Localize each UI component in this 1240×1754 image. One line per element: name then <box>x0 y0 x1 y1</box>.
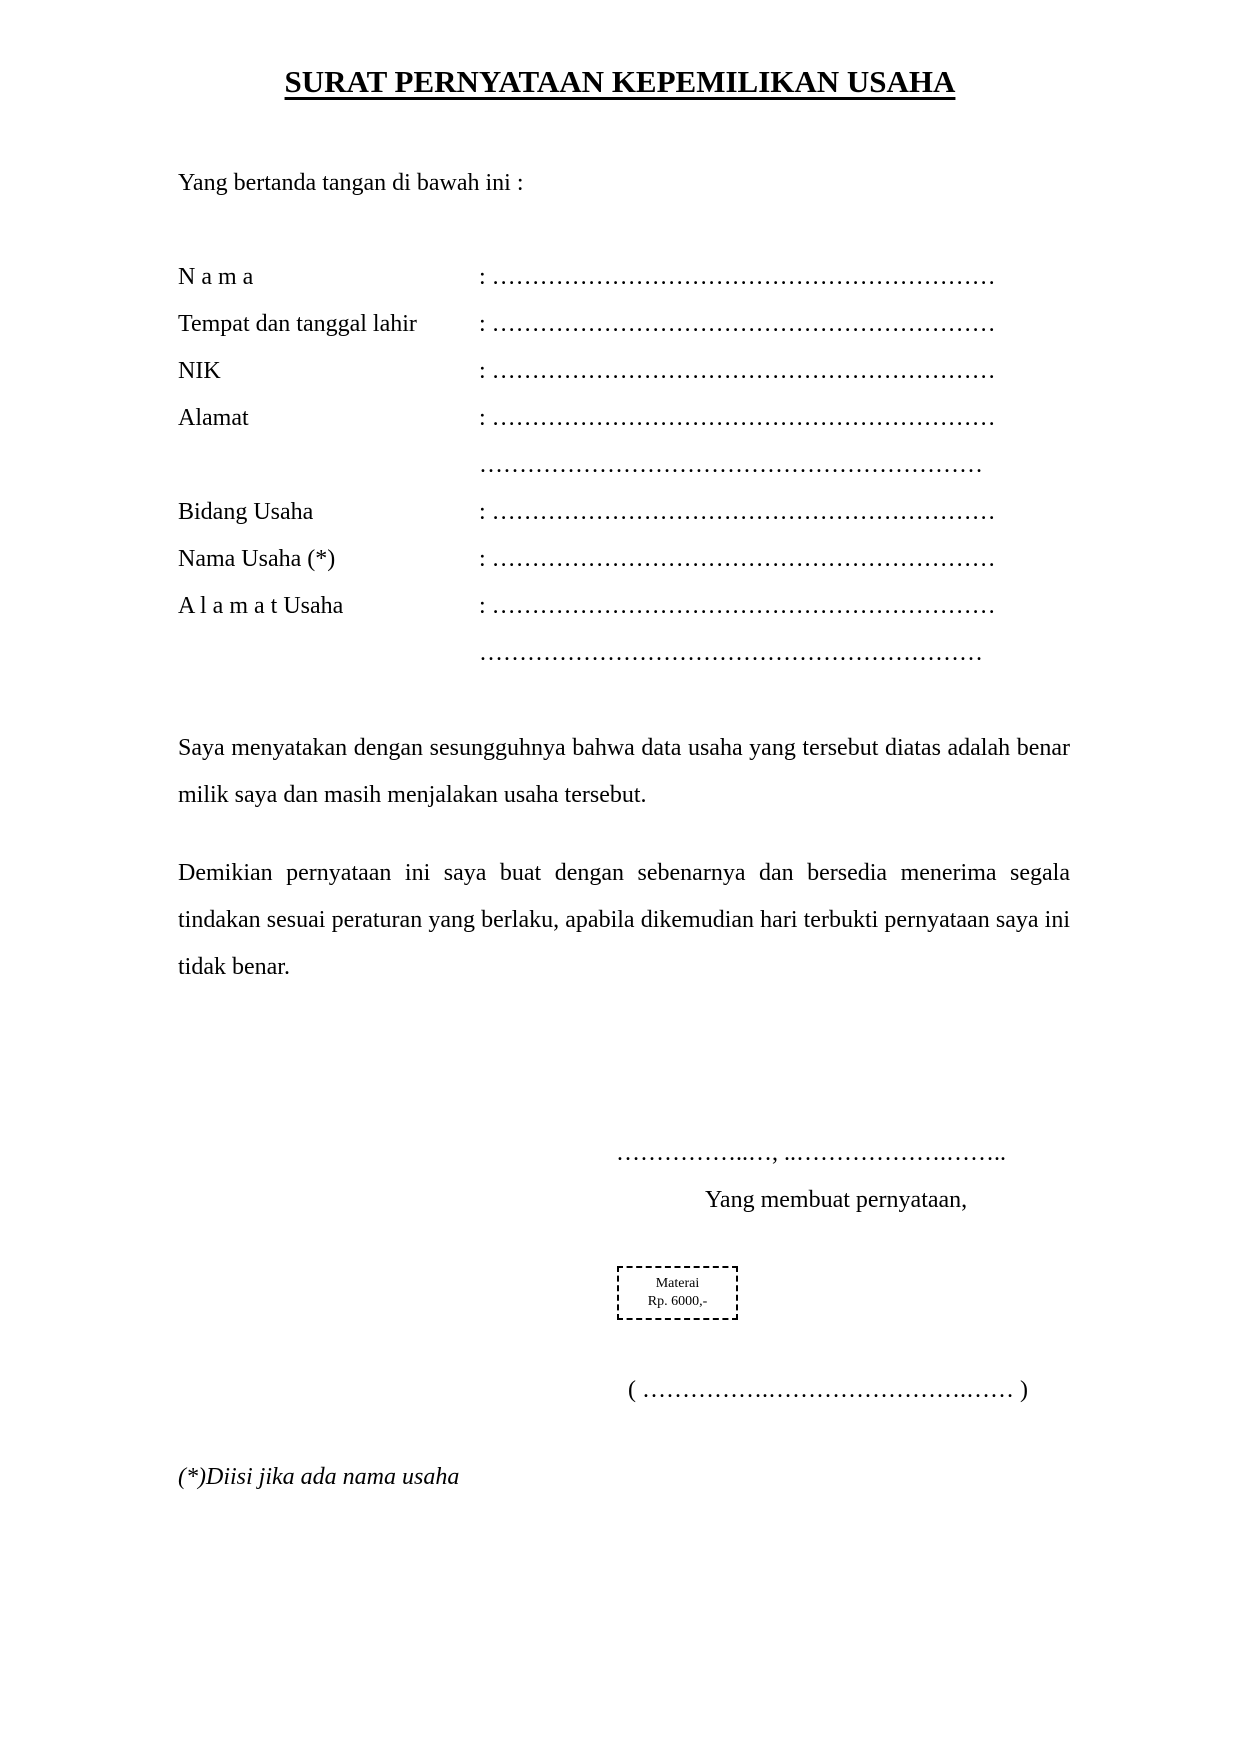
field-value-alamat: : ……………………………………………………… <box>479 405 996 431</box>
stamp-line-1: Materai <box>655 1276 700 1291</box>
field-label-tempat-tanggal-lahir: Tempat dan tanggal lahir <box>178 311 417 337</box>
closing-paragraph: Demikian pernyataan ini saya buat dengan sebenarnya dan bersedia menerima segala tindakan sesuai peraturan yang berlaku, apabila dikemudian hari terbukti pernyataan saya ini tidak benar. <box>178 860 1070 980</box>
signature-line: ( …………….…………………….…… ) <box>628 1377 1028 1403</box>
statement-paragraph: Saya menyatakan dengan sesungguhnya bahwa data usaha yang tersebut diatas adalah benar milik saya dan masih menjalakan usaha tersebut. <box>178 735 1070 808</box>
field-value-alamat-usaha: : ……………………………………………………… <box>479 593 996 619</box>
stamp-line-2: Rp. 6000,- <box>647 1294 708 1309</box>
footnote: (*)Diisi jika ada nama usaha <box>178 1464 460 1490</box>
field-value-tempat-tanggal-lahir: : ……………………………………………………… <box>479 311 996 337</box>
field-value-alamat-usaha-continued: ……………………………………………………… <box>479 640 983 666</box>
document-title <box>0 62 1240 102</box>
field-value-bidang-usaha: : ……………………………………………………… <box>479 499 996 525</box>
field-label-bidang-usaha: Bidang Usaha <box>178 499 314 525</box>
field-label-nik: NIK <box>178 358 221 384</box>
field-value-nama-usaha: : ……………………………………………………… <box>479 546 996 572</box>
materai-stamp-box <box>617 1266 738 1320</box>
field-value-alamat-continued: ……………………………………………………… <box>479 452 983 478</box>
field-label-nama-usaha: Nama Usaha (*) <box>178 546 336 572</box>
field-label-alamat: Alamat <box>178 405 249 431</box>
field-value-nik: : ……………………………………………………… <box>479 358 996 384</box>
intro-text: Yang bertanda tangan di bawah ini : <box>178 170 524 196</box>
field-label-nama: N a m a <box>178 264 254 290</box>
signer-caption: Yang membuat pernyataan, <box>705 1187 968 1213</box>
place-date-line: ……………..…, ..……………….…….. <box>616 1140 1006 1166</box>
document-title-text: SURAT PERNYATAAN KEPEMILIKAN USAHA <box>284 64 956 99</box>
field-value-nama: : ……………………………………………………… <box>479 264 996 290</box>
field-label-alamat-usaha: A l a m a t Usaha <box>178 593 344 619</box>
